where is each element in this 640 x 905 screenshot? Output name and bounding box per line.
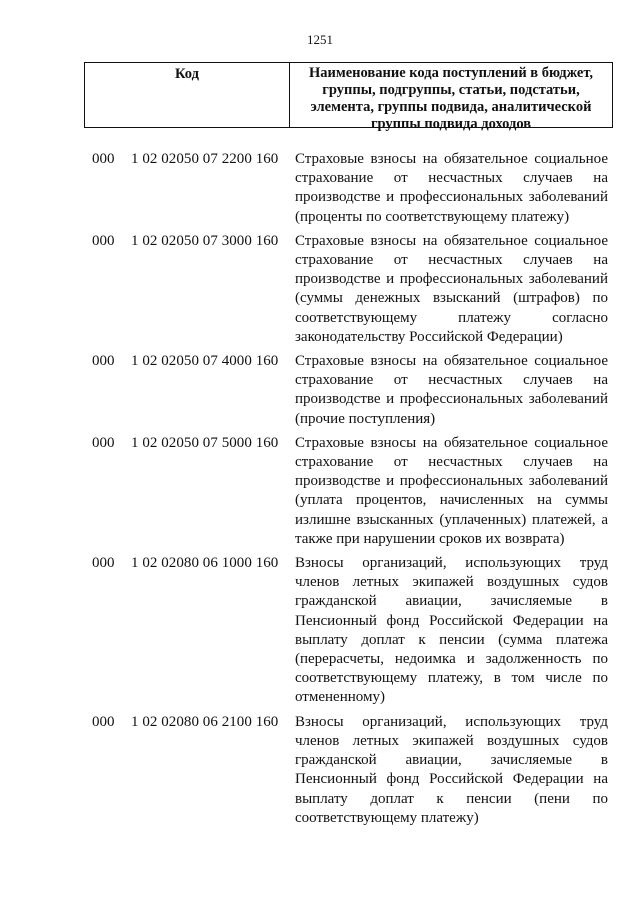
row-prefix: 000 <box>92 434 115 451</box>
row-description: Страховые взносы на обязательное социальное страхование от несчастных случаев на производстве и профессиональных заболеваний (уплата процентов, начисленных на суммы излишне взысканных (уплаченных) платежей, а также при нарушении сроков их возврата) <box>295 434 608 547</box>
row-description: Взносы организаций, использующих труд членов летных экипажей воздушных судов гражданской авиации, зачисляемые в Пенсионный фонд Российской Федерации на выплату доплат к пенсии (пени по соответствующему платежу) <box>295 713 608 826</box>
row-code: 1 02 02080 06 2100 160 <box>131 713 279 730</box>
row-prefix: 000 <box>92 232 115 249</box>
table-row <box>92 352 608 429</box>
page-number: 1251 <box>307 32 333 47</box>
row-code: 1 02 02050 07 2200 160 <box>131 151 279 167</box>
row-prefix: 000 <box>92 555 115 572</box>
table-row <box>92 232 608 347</box>
code-column-header: Код <box>85 63 290 127</box>
row-description: Взносы организаций, использующих труд членов летных экипажей воздушных судов гражданской авиации, зачисляемые в Пенсионный фонд Российской Федерации на выплату доплат к пенсии (сумма платежа (перерасчеты, недоимка и задолженность по соответствующему платежу, в том числе по отмененному) <box>295 555 608 706</box>
revenue-code-list <box>92 150 608 833</box>
row-prefix: 000 <box>92 713 115 730</box>
table-header <box>84 62 613 132</box>
name-column-header: Наименование кода поступлений в бюджет, группы, подгруппы, статьи, подстатьи, элемента, группы подвида, аналитической группы подвида доходов <box>308 65 594 132</box>
row-description: Страховые взносы на обязательное социальное страхование от несчастных случаев на производстве и профессиональных заболеваний (суммы денежных взысканий (штрафов) по соответствующему платежу согласно законодательству Российской Федерации) <box>295 232 608 345</box>
table-row <box>92 713 608 828</box>
row-description: Страховые взносы на обязательное социальное страхование от несчастных случаев на производстве и профессиональных заболеваний (проценты по соответствующему платежу) <box>295 151 608 225</box>
table-row <box>92 434 608 549</box>
row-code: 1 02 02050 07 5000 160 <box>131 434 279 451</box>
row-prefix: 000 <box>92 151 115 167</box>
row-prefix: 000 <box>92 353 115 370</box>
row-code: 1 02 02050 07 4000 160 <box>131 353 279 370</box>
row-code: 1 02 02050 07 3000 160 <box>131 232 279 249</box>
row-description: Страховые взносы на обязательное социальное страхование от несчастных случаев на производстве и профессиональных заболеваний (прочие поступления) <box>295 353 608 427</box>
table-row <box>92 554 608 708</box>
table-row <box>92 150 608 227</box>
row-code: 1 02 02080 06 1000 160 <box>131 555 279 572</box>
